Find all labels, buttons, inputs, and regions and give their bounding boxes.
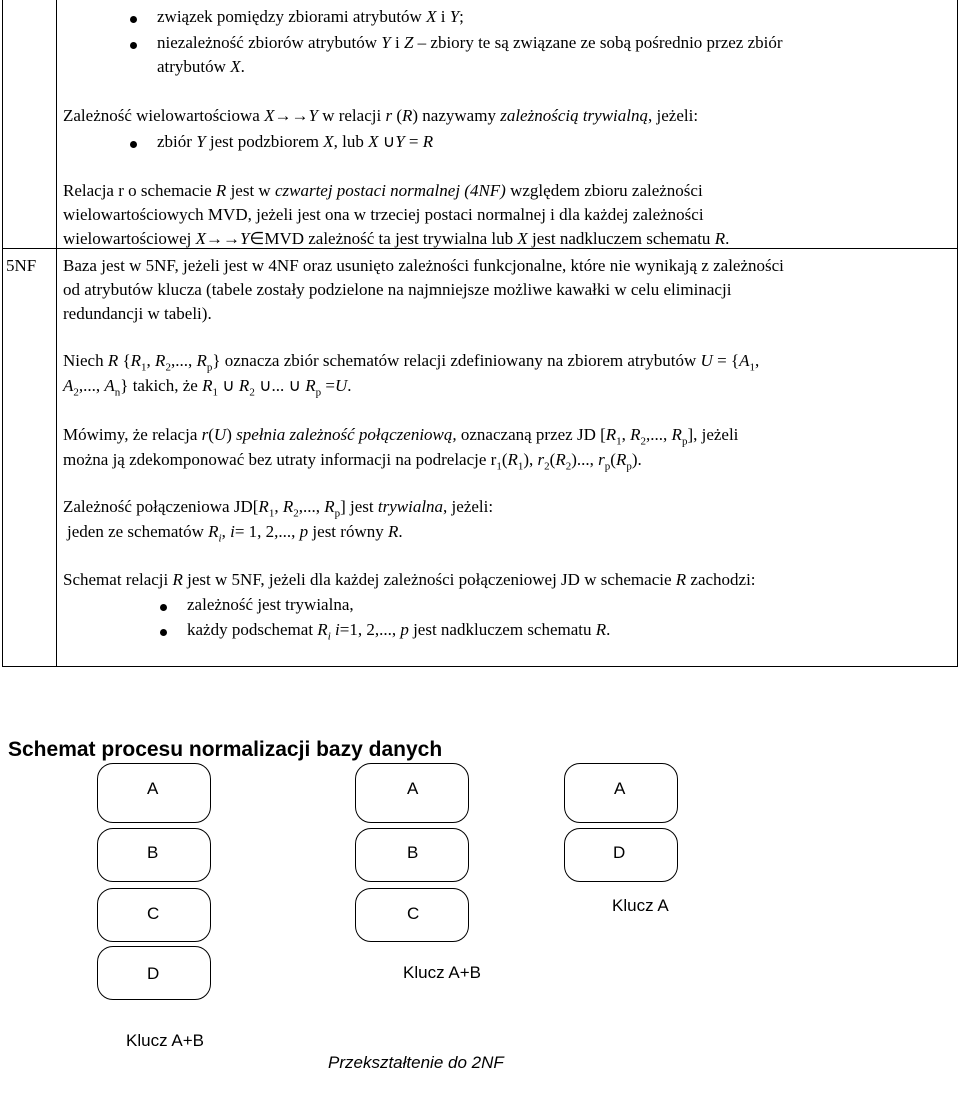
diagram-attr: D [147, 964, 160, 983]
bullet-icon [130, 141, 137, 148]
jd-definition-2: można ją zdekomponować bez utraty informacji na podrelacje $r_1(R_1)$, $r_2(R_2)$..., $r_p(R_p)$. [63, 450, 642, 473]
5nf-condition-2: każdy podschemat $R_i$ i=1, 2,..., p jest nadkluczem schematu R. [187, 620, 611, 643]
section-heading: Schemat procesu normalizacji bazy danych [8, 738, 443, 761]
jd-definition-1: Mówimy, że relacja r(U) spełnia zależność połączeniową, oznaczaną przez JD [$R_1$, $R_2$,..., $R_p$], jeżeli [63, 425, 739, 448]
diagram-attr: C [147, 904, 160, 923]
diagram-attr: C [407, 904, 420, 923]
5nf-condition-intro: Schemat relacji R jest w 5NF, jeżeli dla każdej zależności połączeniowej JD w schemacie R zachodzi: [63, 570, 756, 589]
trivial-jd-2: jeden ze schematów $R_i$, i= 1, 2,..., p jest równy R. [67, 522, 403, 545]
row-label-5nf: 5NF [6, 256, 37, 275]
normal-forms-table [2, 0, 958, 667]
diagram-attr: A [147, 779, 159, 798]
diagram-key-1: Klucz A+B [126, 1031, 204, 1050]
diagram-attr: B [147, 843, 159, 862]
bullet-icon [130, 16, 137, 23]
5nf-intro-3: redundancji w tabeli). [63, 304, 212, 323]
5nf-intro-2: od atrybutów klucza (tabele zostały podzielone na najmniejsze możliwe kawałki w celu eliminacji [63, 280, 732, 299]
4nf-definition-3: wielowartościowej X→→Y∈MVD zależność ta jest trywialna lub X jest nadkluczem schematu R. [63, 229, 730, 248]
mvd-bullet-2: niezależność zbiorów atrybutów Y i Z – zbiory te są związane ze sobą pośrednio przez zbiór [157, 33, 783, 52]
trivial-jd-1: Zależność połączeniowa $JD[R_1$, $R_2$,..., $R_p$] jest trywialna, jeżeli: [63, 497, 494, 520]
bullet-icon [160, 604, 167, 611]
diagram-key-2: Klucz A+B [403, 963, 481, 982]
table-column-divider [56, 0, 57, 667]
trivial-mvd-intro: Zależność wielowartościowa X→→Y w relacji r (R) nazywamy zależnością trywialną, jeżeli: [63, 106, 699, 125]
4nf-definition-1: Relacja r o schemacie R jest w czwartej postaci normalnej (4NF) względem zbioru zależności [63, 181, 703, 200]
schemas-definition-1: Niech R {$R_1$, $R_2$,..., $R_p$} oznacza zbiór schematów relacji zdefiniowany na zbiorem atrybutów $U = \{A_1$, [63, 351, 760, 374]
diagram-attr: A [614, 779, 626, 798]
bullet-icon [160, 629, 167, 636]
diagram-attr: B [407, 843, 419, 862]
trivial-mvd-bullet: zbiór Y jest podzbiorem X, lub X ∪Y = R [157, 132, 434, 151]
diagram-caption: Przekształtenie do 2NF [328, 1053, 504, 1072]
schemas-definition-2: $A_2$,..., $A_n$} takich, że $R_1$ ∪ $R_2$ ∪... ∪ $R_p =U$. [63, 376, 352, 399]
bullet-icon [130, 42, 137, 49]
diagram-key-3: Klucz A [612, 896, 669, 915]
diagram-attr: D [613, 843, 626, 862]
5nf-intro-1: Baza jest w 5NF, jeżeli jest w 4NF oraz usunięto zależności funkcjonalne, które nie wynikają z zależności [63, 256, 784, 275]
5nf-condition-1: zależność jest trywialna, [187, 595, 354, 614]
diagram-attr: A [407, 779, 419, 798]
mvd-bullet-2-cont: atrybutów X. [157, 57, 245, 76]
4nf-definition-2: wielowartościowych MVD, jeżeli jest ona w trzeciej postaci normalnej i dla każdej zależności [63, 205, 704, 224]
mvd-bullet-1: związek pomiędzy zbiorami atrybutów X i Y; [157, 7, 464, 26]
